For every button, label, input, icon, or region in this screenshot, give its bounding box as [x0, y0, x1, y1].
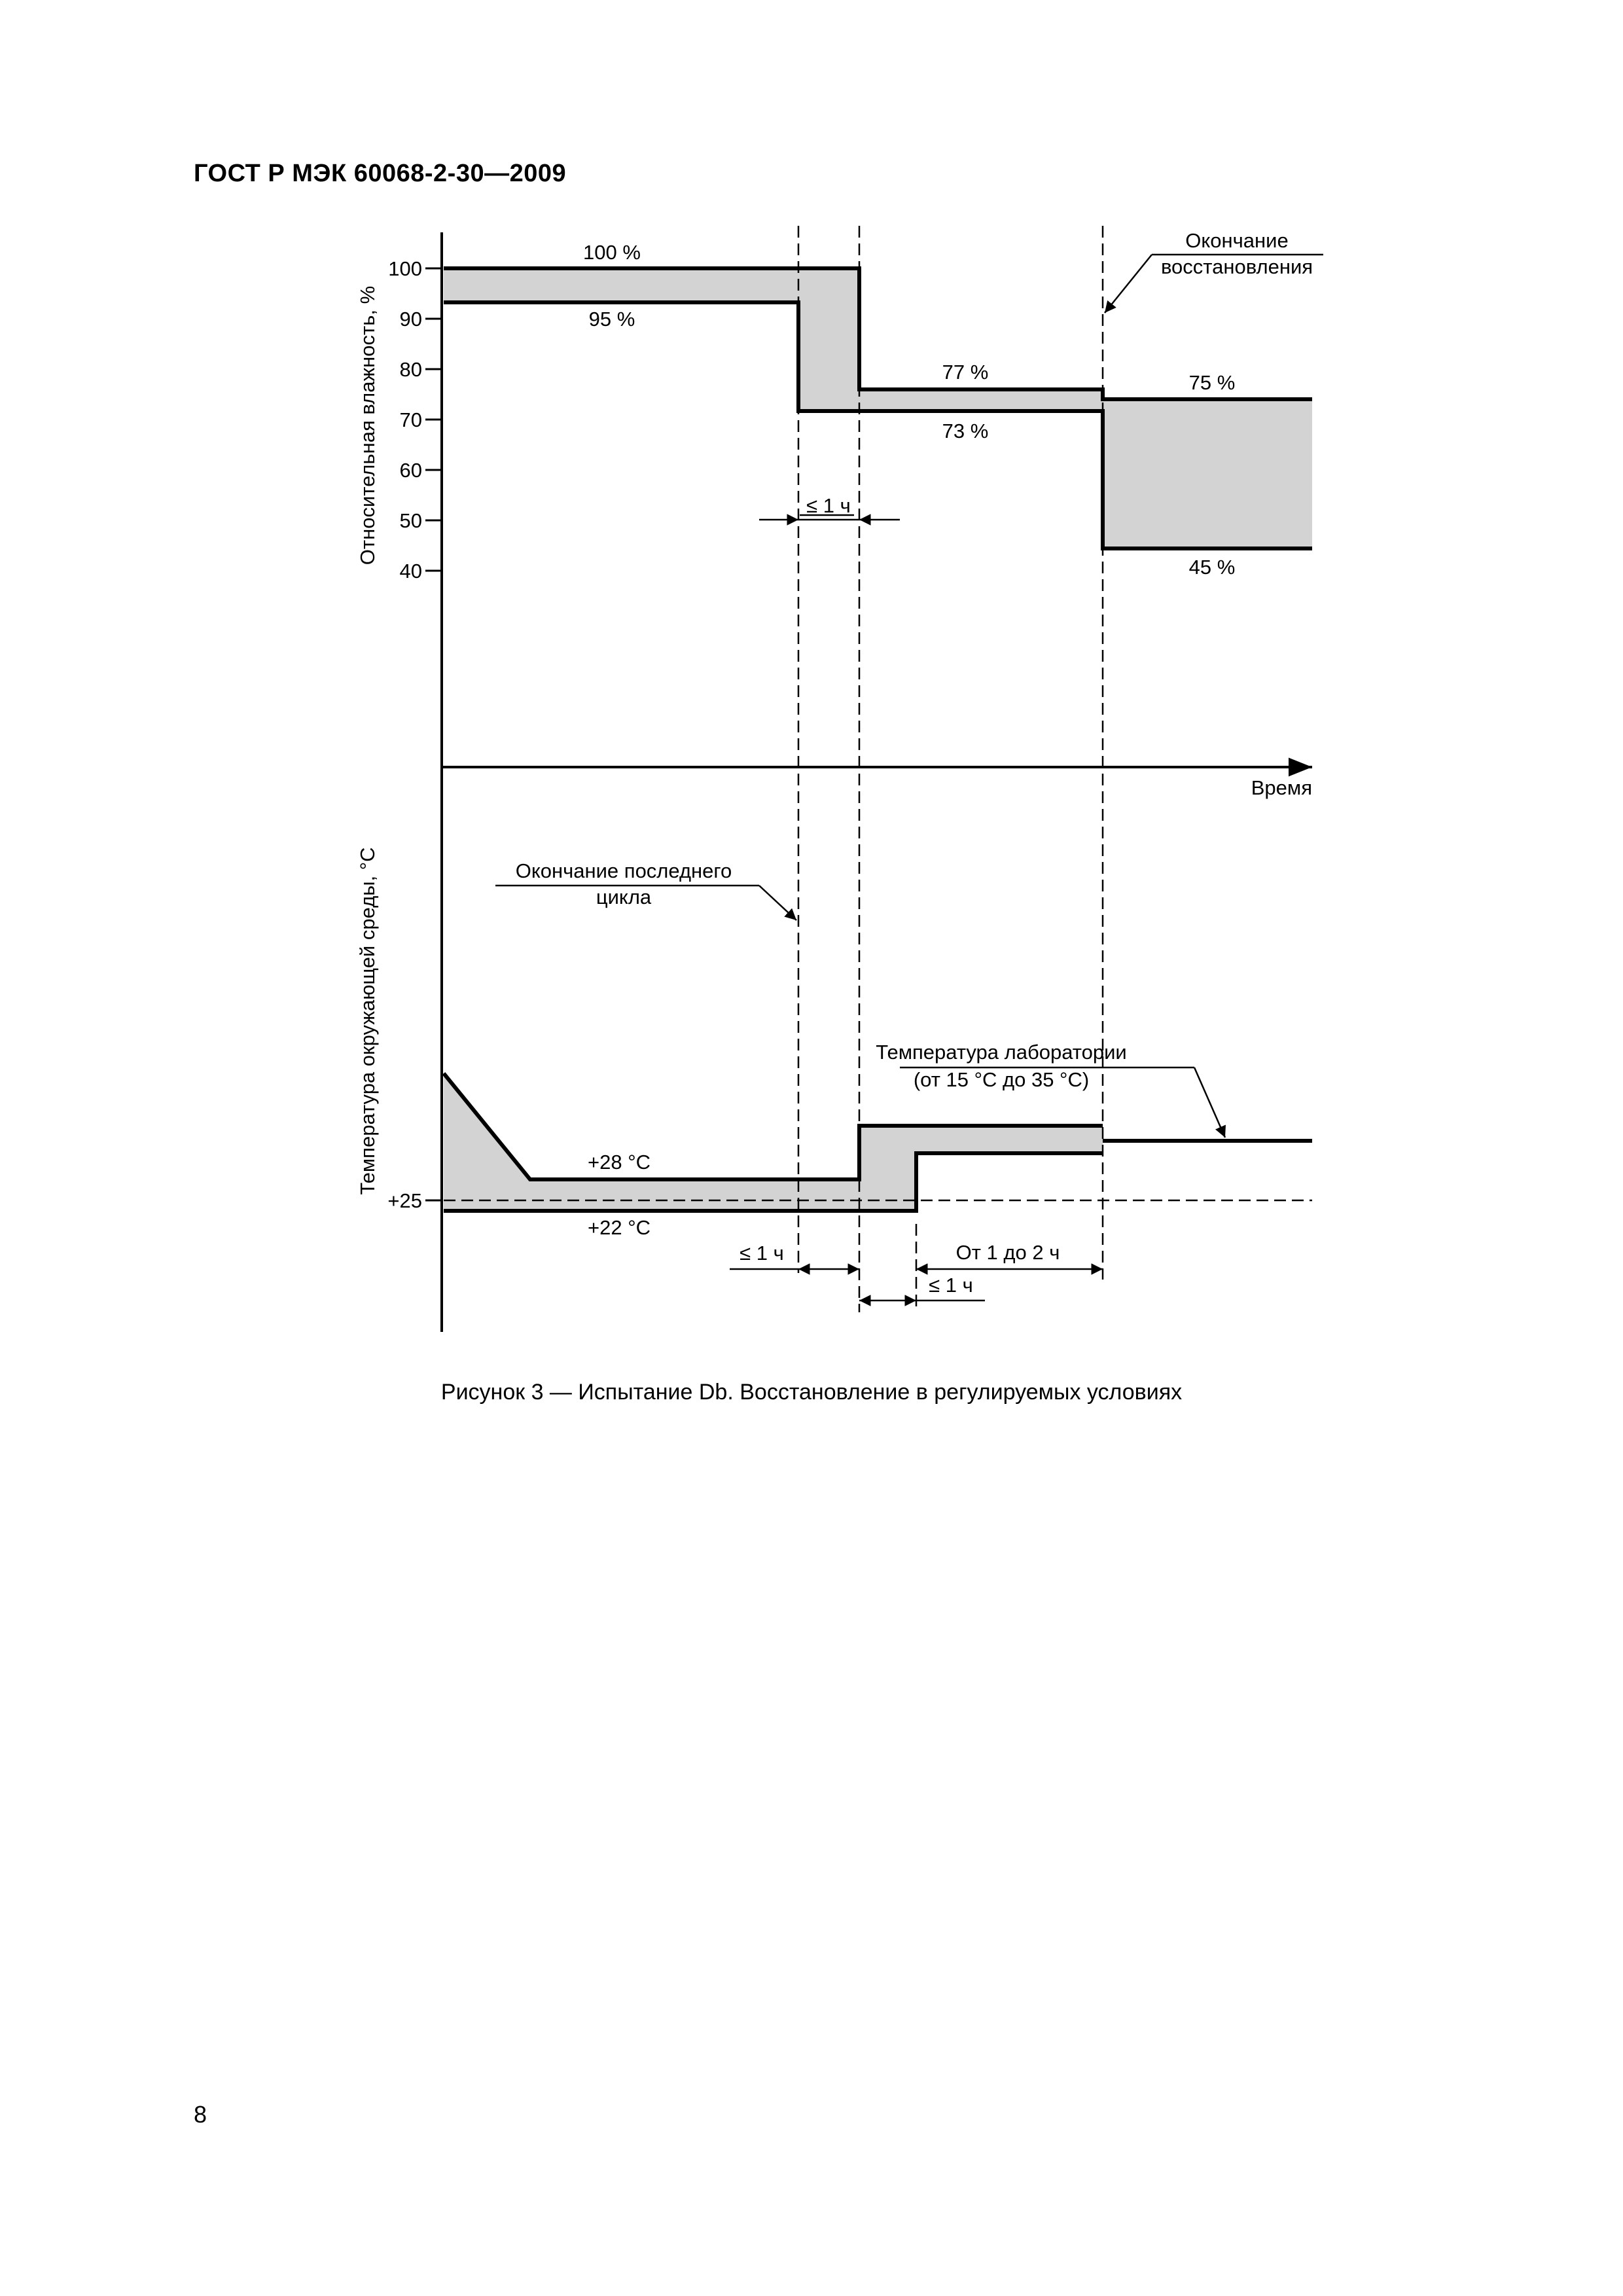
humidity-axis-label: Относительная влажность, %: [356, 285, 379, 565]
annotation-lab-temperature: [876, 1041, 1225, 1138]
humidity-label-45: 45 %: [1188, 556, 1236, 579]
annotation-end-last-cycle-text-1: Окончание последнего: [515, 859, 732, 882]
annotation-lab-temperature-text-1: Температура лаборатории: [876, 1041, 1127, 1064]
annotation-end-recovery: [1105, 229, 1323, 313]
interval-bottom-left-le-1h-label: ≤ 1 ч: [740, 1242, 784, 1265]
humidity-tick-label: 80: [399, 358, 422, 381]
figure-caption: Рисунок 3 — Испытание Db. Восстановление в регулируемых условиях: [440, 1380, 1183, 1405]
temperature-axis-label: Температура окружающей среды, °С: [356, 847, 379, 1195]
interval-bottom-left-le-1h: [730, 1242, 859, 1269]
temperature-label-28: +28 °С: [588, 1151, 651, 1174]
humidity-label-100: 100 %: [583, 241, 641, 264]
interval-bottom-right-le-1h: [859, 1224, 985, 1309]
humidity-tick-label: 40: [399, 560, 422, 583]
humidity-ticks: [388, 257, 442, 583]
humidity-label-75: 75 %: [1188, 371, 1236, 394]
humidity-tolerance-band: [444, 268, 1312, 548]
annotation-lab-temperature-text-2: (от 15 °С до 35 °С): [913, 1068, 1090, 1091]
humidity-tick-label: 50: [399, 509, 422, 532]
temperature-tolerance-band: [444, 1073, 1103, 1211]
humidity-label-73: 73 %: [942, 420, 989, 442]
annotation-end-last-cycle: [495, 859, 796, 920]
temperature-label-22: +22 °С: [588, 1216, 651, 1239]
humidity-tick-label: 70: [399, 408, 422, 431]
humidity-label-95: 95 %: [588, 308, 635, 331]
humidity-tick-label: 90: [399, 308, 422, 331]
temperature-tick-label: +25: [387, 1189, 422, 1212]
interval-top-le-1h-label: ≤ 1 ч: [806, 494, 851, 517]
interval-top-le-1h: [759, 494, 900, 520]
annotation-end-recovery-text-2: восстановления: [1160, 255, 1313, 278]
annotation-end-last-cycle-text-2: цикла: [596, 886, 652, 908]
interval-1-to-2h: [916, 1241, 1103, 1269]
humidity-tick-label: 60: [399, 459, 422, 482]
humidity-tick-label: 100: [388, 257, 422, 280]
humidity-label-77: 77 %: [942, 361, 989, 384]
annotation-end-recovery-text-1: Окончание: [1185, 229, 1289, 252]
interval-bottom-right-le-1h-label: ≤ 1 ч: [929, 1274, 973, 1297]
document-header: ГОСТ Р МЭК 60068-2-30—2009: [194, 160, 567, 187]
interval-1-to-2h-label: От 1 до 2 ч: [955, 1241, 1060, 1264]
page-number: 8: [194, 2101, 207, 2128]
time-axis-label: Время: [1251, 776, 1312, 799]
